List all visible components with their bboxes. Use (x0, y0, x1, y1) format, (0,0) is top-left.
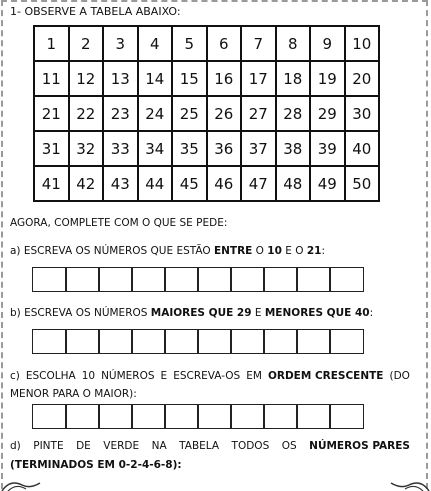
table-cell[interactable]: 13 (103, 61, 138, 96)
answer-box[interactable] (230, 267, 265, 292)
table-cell[interactable]: 21 (34, 96, 69, 131)
question-b-bold: MAIORES QUE 29 (150, 307, 252, 319)
table-cell[interactable]: 25 (172, 96, 207, 131)
table-cell[interactable]: 5 (172, 26, 207, 61)
answer-box[interactable] (65, 267, 100, 292)
answer-box[interactable] (164, 329, 199, 354)
table-cell[interactable]: 6 (207, 26, 242, 61)
table-cell[interactable]: 31 (34, 131, 69, 166)
table-cell[interactable]: 46 (207, 166, 242, 201)
table-cell[interactable]: 33 (103, 131, 138, 166)
table-row (34, 166, 379, 201)
table-cell[interactable]: 11 (34, 61, 69, 96)
table-cell[interactable]: 18 (276, 61, 311, 96)
table-cell[interactable]: 8 (276, 26, 311, 61)
question-c-word: 10 (81, 370, 96, 382)
answer-boxes-a[interactable] (32, 267, 362, 292)
answer-box[interactable] (164, 267, 199, 292)
question-c-word: ESCOLHA (25, 370, 76, 382)
number-table (33, 25, 380, 202)
table-row (34, 96, 379, 131)
table-row (34, 131, 379, 166)
question-b-text (10, 306, 373, 320)
question-a-part: a) ESCREVA OS NÚMEROS QUE ESTÃO (10, 245, 214, 257)
table-cell[interactable]: 9 (310, 26, 345, 61)
table-cell[interactable]: 7 (241, 26, 276, 61)
question-c-word: ESCREVA-OS (173, 370, 241, 382)
question-c-bold: ORDEM CRESCENTE (267, 370, 384, 382)
answer-box[interactable] (131, 329, 166, 354)
question-c-line2: MENOR PARA O MAIOR): (10, 388, 137, 400)
question-c-word: EM (246, 370, 262, 382)
table-cell[interactable]: 45 (172, 166, 207, 201)
answer-box[interactable] (230, 404, 265, 429)
table-cell[interactable]: 38 (276, 131, 311, 166)
answer-box[interactable] (197, 329, 232, 354)
table-cell[interactable]: 16 (207, 61, 242, 96)
answer-box[interactable] (329, 267, 364, 292)
table-cell[interactable]: 37 (241, 131, 276, 166)
answer-box[interactable] (32, 404, 67, 429)
answer-box[interactable] (98, 404, 133, 429)
question-d-word: PINTE (33, 440, 64, 452)
table-cell[interactable]: 34 (138, 131, 173, 166)
table-cell[interactable]: 36 (207, 131, 242, 166)
table-cell[interactable]: 29 (310, 96, 345, 131)
answer-box[interactable] (65, 329, 100, 354)
table-cell[interactable]: 35 (172, 131, 207, 166)
question-a-text (10, 244, 325, 258)
decoration-right (371, 477, 431, 491)
table-cell[interactable]: 17 (241, 61, 276, 96)
answer-box[interactable] (329, 329, 364, 354)
question-d-word: OS (281, 440, 297, 452)
question-b-part: : (369, 307, 374, 319)
table-cell[interactable]: 44 (138, 166, 173, 201)
table-cell[interactable]: 30 (345, 96, 380, 131)
question-c-line1 (10, 369, 410, 383)
table-cell[interactable]: 50 (345, 166, 380, 201)
table-cell[interactable]: 22 (69, 96, 104, 131)
answer-box[interactable] (263, 404, 298, 429)
answer-box[interactable] (329, 404, 364, 429)
question-c-word: c) (10, 370, 20, 382)
table-cell[interactable]: 47 (241, 166, 276, 201)
table-cell[interactable]: 3 (103, 26, 138, 61)
question-d-line1 (10, 439, 410, 453)
question-a-part: O (252, 245, 268, 257)
answer-box[interactable] (296, 329, 331, 354)
answer-box[interactable] (197, 267, 232, 292)
question-a-part: : (321, 245, 326, 257)
answer-box[interactable] (32, 267, 67, 292)
question-b-bold: MENORES QUE 40 (264, 307, 370, 319)
table-cell[interactable]: 43 (103, 166, 138, 201)
instruction-text: AGORA, COMPLETE COM O QUE SE PEDE: (10, 217, 228, 229)
table-cell[interactable]: 41 (34, 166, 69, 201)
table-cell[interactable]: 27 (241, 96, 276, 131)
question-d-word: TABELA (179, 440, 220, 452)
answer-box[interactable] (197, 404, 232, 429)
answer-box[interactable] (131, 267, 166, 292)
table-row (34, 26, 379, 61)
table-cell[interactable]: 40 (345, 131, 380, 166)
table-cell[interactable]: 49 (310, 166, 345, 201)
table-cell[interactable]: 39 (310, 131, 345, 166)
question-d-bold: NÚMEROS PARES (309, 440, 410, 452)
answer-boxes-c[interactable] (32, 404, 362, 429)
table-cell[interactable]: 10 (345, 26, 380, 61)
table-cell[interactable]: 4 (138, 26, 173, 61)
question-d-word: TODOS (231, 440, 270, 452)
table-cell[interactable]: 32 (69, 131, 104, 166)
question-d-line2: (TERMINADOS EM 0-2-4-6-8): (10, 459, 182, 471)
question-c-word: E (160, 370, 168, 382)
table-cell[interactable]: 20 (345, 61, 380, 96)
question-a-part: E O (281, 245, 307, 257)
table-cell[interactable]: 1 (34, 26, 69, 61)
decoration-left (0, 477, 60, 491)
answer-box[interactable] (98, 267, 133, 292)
question-a-bold: ENTRE (213, 245, 253, 257)
question-d-word: d) (10, 440, 21, 452)
table-cell[interactable]: 28 (276, 96, 311, 131)
table-cell[interactable]: 26 (207, 96, 242, 131)
question-b-part: b) ESCREVA OS NÚMEROS (10, 307, 151, 319)
answer-box[interactable] (296, 404, 331, 429)
answer-box[interactable] (65, 404, 100, 429)
table-cell[interactable]: 42 (69, 166, 104, 201)
answer-box[interactable] (296, 267, 331, 292)
answer-box[interactable] (164, 404, 199, 429)
table-cell[interactable]: 2 (69, 26, 104, 61)
answer-box[interactable] (131, 404, 166, 429)
table-row (34, 61, 379, 96)
answer-box[interactable] (98, 329, 133, 354)
question-d-word: NA (151, 440, 167, 452)
question-a-bold: 10 (267, 245, 282, 257)
question-b-part: E (251, 307, 265, 319)
question-d-word: VERDE (103, 440, 140, 452)
question-1-title: 1- OBSERVE A TABELA ABAIXO: (10, 5, 181, 18)
answer-box[interactable] (230, 329, 265, 354)
question-a-bold: 21 (306, 245, 322, 257)
question-c-word: NÚMEROS (101, 370, 155, 382)
answer-box[interactable] (32, 329, 67, 354)
table-cell[interactable]: 15 (172, 61, 207, 96)
table-cell[interactable]: 12 (69, 61, 104, 96)
table-cell[interactable]: 24 (138, 96, 173, 131)
table-cell[interactable]: 48 (276, 166, 311, 201)
table-cell[interactable]: 14 (138, 61, 173, 96)
answer-box[interactable] (263, 329, 298, 354)
table-cell[interactable]: 23 (103, 96, 138, 131)
answer-box[interactable] (263, 267, 298, 292)
answer-boxes-b[interactable] (32, 329, 362, 354)
question-c-word: (DO (389, 370, 410, 382)
question-d-word: DE (76, 440, 91, 452)
table-cell[interactable]: 19 (310, 61, 345, 96)
